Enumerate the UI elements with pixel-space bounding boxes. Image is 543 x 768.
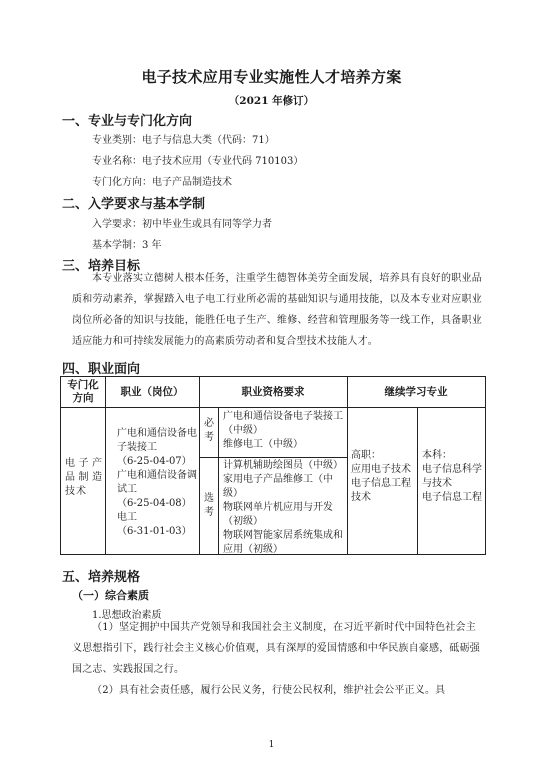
subheading-overall-quality: （一）综合素质 bbox=[72, 589, 149, 602]
page-number: 1 bbox=[268, 740, 275, 750]
specialization: 专门化方向：电子产品制造技术 bbox=[92, 177, 232, 188]
cell-jobs: 广电和通信设备电子装接工 （6-25-04-07） 广电和通信设备调试工 （6-25-04-08） 电工 （6-31-01-03） bbox=[117, 428, 197, 537]
section-heading-1: 一、专业与专门化方向 bbox=[62, 114, 193, 129]
admission-requirement: 入学要求：初中毕业生或具有同等学力者 bbox=[92, 219, 272, 230]
section-heading-4: 四、职业面向 bbox=[62, 362, 141, 377]
training-goal-paragraph: 本专业落实立德树人根本任务，注重学生德智体美劳全面发展，培养具有良好的职业品质和劳动素养，掌握踏入电子电工行业所必需的基础知识与通用技能，以及本专业对应职业岗位所必备的知识与技能，能胜任电子生产、维修、经营和管理服务等一线工作，具备职业适应能力和可持续发展能力的高素质劳动者和复合型技术技能人才。 bbox=[72, 273, 482, 347]
cell-direction: 电子产品制造技术 bbox=[65, 458, 103, 497]
cell-elective-quals: 计算机辅助绘图员（中级） 家用电子产品维修工（中级） 物联网单片机应用与开发（初级） 物联网智能家居系统集成和应用（初级） bbox=[223, 460, 343, 555]
career-table bbox=[60, 376, 486, 555]
cell-bachelor: 本科： 电子信息科学与技术 电子信息工程 bbox=[422, 450, 482, 503]
basic-duration: 基本学制：3 年 bbox=[92, 240, 162, 251]
header-further-study: 继续学习专业 bbox=[384, 386, 448, 398]
header-job: 职业（岗位） bbox=[120, 386, 184, 398]
label-elective: 选考 bbox=[204, 493, 214, 518]
cell-required-quals: 广电和通信设备电子装接工（中级） 维修电工（中级） bbox=[223, 411, 343, 450]
section-heading-3: 三、培养目标 bbox=[62, 259, 141, 274]
label-required: 必考 bbox=[204, 418, 214, 443]
paragraph-item-1: （1）坚定拥护中国共产党领导和我国社会主义制度，在习近平新时代中国特色社会主义思想指引下，践行社会主义核心价值观，具有深厚的爱国情感和中华民族自豪感，砥砺强国之志、实践报国之行。 bbox=[72, 622, 480, 675]
item-political-quality: 1.思想政治素质 bbox=[92, 610, 162, 621]
major-category: 专业类别：电子与信息大类（代码：71） bbox=[92, 135, 275, 146]
paragraph-item-2: （2）具有社会责任感，履行公民义务，行使公民权利，维护社会公平正义。具 bbox=[92, 685, 446, 696]
document-title: 电子技术应用专业实施性人才培养方案 bbox=[141, 68, 402, 86]
document-subtitle: （2021 年修订） bbox=[228, 95, 315, 107]
section-heading-5: 五、培养规格 bbox=[62, 570, 141, 585]
header-direction: 专门化 方向 bbox=[67, 379, 99, 404]
major-name: 专业名称：电子技术应用（专业代码 710103） bbox=[92, 156, 304, 167]
section-heading-2: 二、入学要求与基本学制 bbox=[62, 197, 206, 212]
cell-higher-vocational: 高职： 应用电子技术 电子信息工程技术 bbox=[351, 450, 411, 503]
header-qualification: 职业资格要求 bbox=[241, 386, 305, 398]
